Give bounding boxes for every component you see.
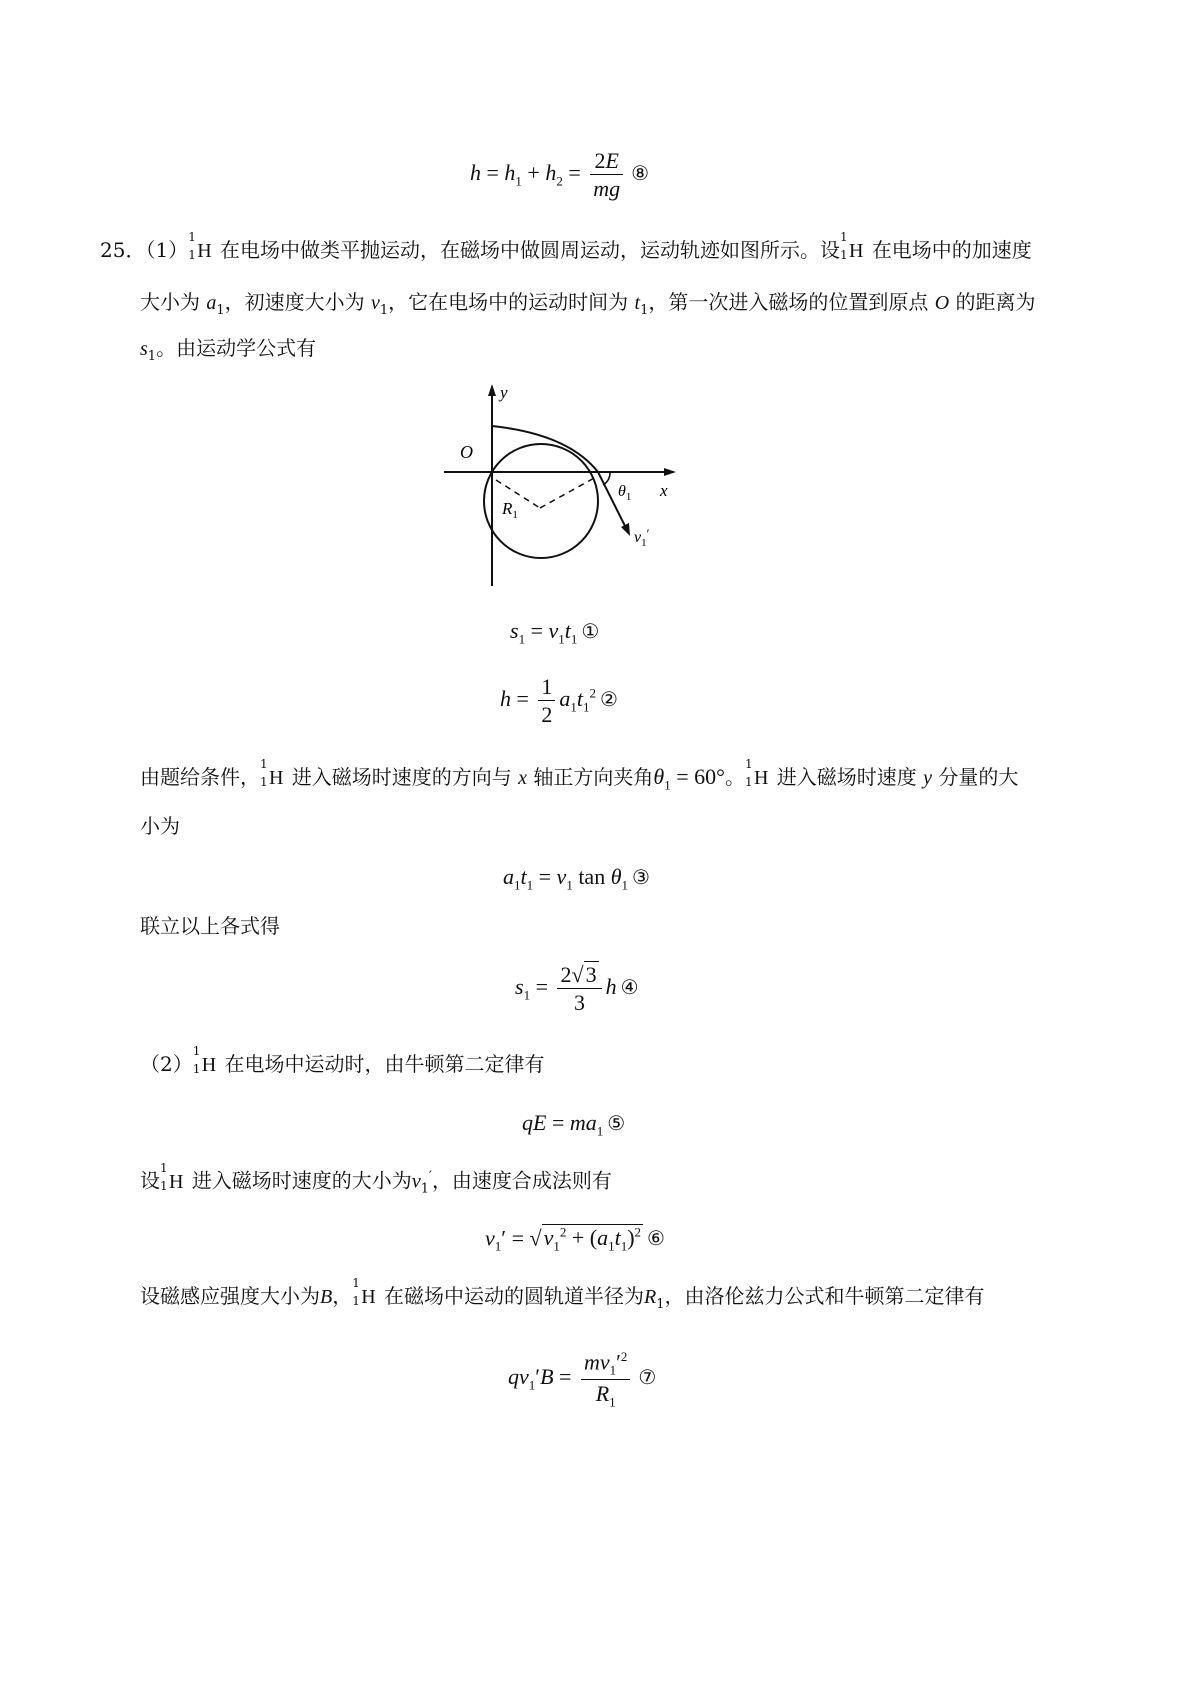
velocity-vector bbox=[598, 472, 627, 530]
q25-line-3: $s_1$。由运动学公式有 bbox=[140, 336, 317, 364]
angle-label: $\theta_1$ bbox=[618, 483, 632, 503]
part2-line: （2） 1 1 H 在电场中运动时，由牛顿第二定律有 bbox=[140, 1044, 545, 1076]
equation-1: $s_1 = v_1t_1$ ① bbox=[510, 618, 600, 647]
combine-text: 联立以上各式得 bbox=[140, 914, 280, 938]
q25-line-1: 25．（1） 1 1 H 在电场中做类平抛运动，在磁场中做圆周运动，运动轨迹如图所示。设 1 1 H 在电场中的加速度 bbox=[100, 230, 1032, 262]
equation-2: h = $\frac{1}{2}$ $a_1t_1^2$ ② bbox=[500, 674, 618, 727]
equation-8: $h = h_1 + h_2$ = $\frac{2E}{mg}$ ⑧ bbox=[470, 148, 650, 201]
q25-line-2: 大小为 $a_1$，初速度大小为 $v_1$，它在电场中的运动时间为 $t_1$，第一次进入磁场的位置到原点 O 的距离为 bbox=[140, 290, 1036, 318]
radius-label: $R_1$ bbox=[502, 499, 518, 521]
set-field-line: 设磁感应强度大小为B， 1 1 H 在磁场中运动的圆轨道半径为$R_1$，由洛伦兹力公式和牛顿第二定律有 bbox=[140, 1276, 985, 1312]
x-axis-arrow bbox=[664, 468, 676, 476]
equation-4: $s_1$ = $\frac{2√3}{3}$ h ④ bbox=[515, 962, 639, 1015]
origin-label: O bbox=[460, 442, 473, 462]
equation-7: $qv_1'B$ = $\frac{mv_1'^2}{R_1}$ ⑦ bbox=[508, 1349, 657, 1410]
nuclide-h: 1 1 H bbox=[188, 230, 212, 262]
set-velocity-line: 设 1 1 H 进入磁场时速度的大小为$v_1'$，由速度合成法则有 bbox=[140, 1160, 612, 1197]
parabola-trajectory bbox=[492, 426, 598, 472]
question-number: 25． bbox=[100, 238, 146, 262]
trajectory-figure bbox=[438, 382, 698, 592]
condition-line-2: 小为 bbox=[140, 814, 180, 838]
equation-3: $a_1t_1 = v_1$ $\tan \theta_1$ ③ bbox=[503, 864, 650, 893]
y-axis-arrow bbox=[488, 384, 496, 396]
equation-6: $v_1' = √v_1^2 + (a_1t_1)^2$ ⑥ bbox=[485, 1225, 665, 1254]
velocity-label: $v_1'$ bbox=[634, 526, 650, 549]
velocity-arrowhead bbox=[621, 523, 630, 536]
condition-line-1: 由题给条件， 1 1 H 进入磁场时速度的方向与 x 轴正方向夹角$\theta_1 = 60^\circ$。 1 1 H 进入磁场时速度 y 分量的大 bbox=[140, 757, 1019, 793]
x-axis-label: x bbox=[660, 481, 668, 500]
radius-line-right bbox=[540, 477, 596, 508]
y-axis-label: y bbox=[500, 383, 508, 402]
equation-5: qE = $ma_1$ ⑤ bbox=[522, 1110, 626, 1139]
